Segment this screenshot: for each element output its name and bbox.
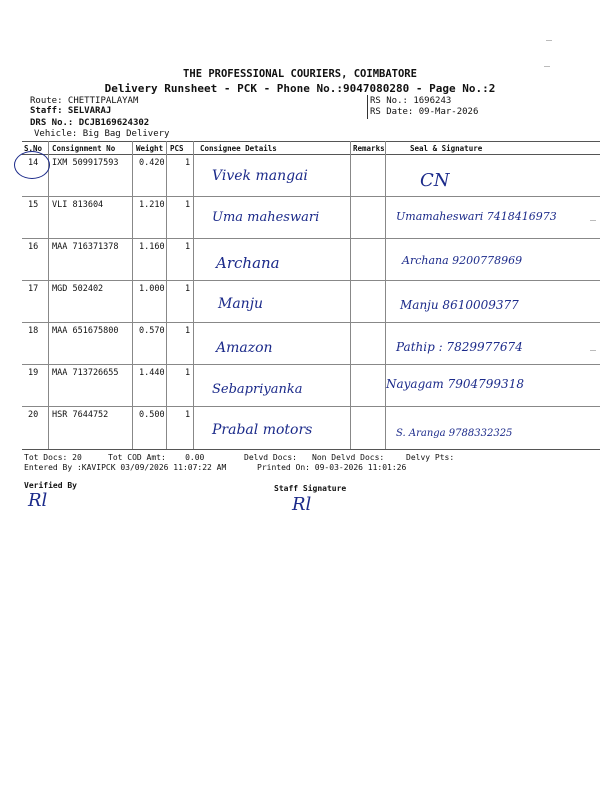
row-consignee: Sebapriyanka bbox=[212, 382, 303, 397]
row-pcs: 1 bbox=[185, 284, 191, 294]
col-pcs: PCS bbox=[170, 144, 184, 153]
row-sno: 15 bbox=[28, 200, 39, 210]
delvd-docs: Delvd Docs: bbox=[244, 453, 297, 462]
row-signature: CN bbox=[420, 170, 450, 191]
row-pcs: 1 bbox=[185, 326, 191, 336]
row-weight: 1.160 bbox=[139, 242, 165, 252]
row-sno: 17 bbox=[28, 284, 39, 294]
entered-by: Entered By :KAVIPCK 03/09/2026 11:07:22 AM bbox=[24, 463, 227, 472]
row-consignment: MGD 502402 bbox=[52, 284, 104, 294]
row-signature: Manju 8610009377 bbox=[400, 298, 519, 312]
drs-label: DRS No.: DCJB169624302 bbox=[30, 118, 150, 128]
row-consignee: Archana bbox=[216, 254, 280, 272]
row-weight: 0.570 bbox=[139, 326, 165, 336]
scan-mark bbox=[590, 350, 596, 351]
row-pcs: 1 bbox=[185, 368, 191, 378]
row-sno: 16 bbox=[28, 242, 39, 252]
staff-signature-label: Staff Signature bbox=[274, 484, 347, 493]
row-consignment: MAA 651675800 bbox=[52, 326, 119, 336]
scan-mark bbox=[546, 40, 552, 41]
col-weight: Weight bbox=[136, 144, 164, 153]
row-consignee: Prabal motors bbox=[212, 422, 313, 438]
printed-on: Printed On: 09-03-2026 11:01:26 bbox=[257, 463, 407, 472]
row-pcs: 1 bbox=[185, 158, 191, 168]
row-weight: 0.420 bbox=[139, 158, 165, 168]
row-weight: 1.440 bbox=[139, 368, 165, 378]
row-weight: 1.000 bbox=[139, 284, 165, 294]
company-title: THE PROFESSIONAL COURIERS, COIMBATORE bbox=[183, 68, 417, 80]
row-consignee: Manju bbox=[218, 296, 264, 312]
row-weight: 0.500 bbox=[139, 410, 165, 420]
scan-mark bbox=[544, 66, 550, 67]
staff-label: Staff: SELVARAJ bbox=[30, 106, 112, 116]
col-consignment: Consignment No bbox=[52, 144, 116, 153]
row-signature: Umamaheswari 7418416973 bbox=[396, 210, 557, 223]
col-remarks: Remarks bbox=[353, 144, 385, 153]
row-signature: S. Aranga 9788332325 bbox=[396, 428, 513, 439]
row-sno: 20 bbox=[28, 410, 39, 420]
scan-mark bbox=[590, 220, 596, 221]
runsheet-subtitle: Delivery Runsheet - PCK - Phone No.:9047080280 - Page No.:2 bbox=[104, 82, 496, 95]
row-signature: Nayagam 7904799318 bbox=[386, 377, 524, 391]
rs-date: RS Date: 09-Mar-2026 bbox=[370, 107, 479, 117]
verified-by-label: Verified By bbox=[24, 481, 77, 490]
row-signature: Archana 9200778969 bbox=[402, 254, 523, 267]
row-weight: 1.210 bbox=[139, 200, 165, 210]
row-consignment: MAA 716371378 bbox=[52, 242, 119, 252]
non-delvd-docs: Non Delvd Docs: bbox=[312, 453, 385, 462]
row-pcs: 1 bbox=[185, 200, 191, 210]
row-consignee: Amazon bbox=[216, 340, 273, 356]
circle-mark-icon bbox=[14, 151, 50, 179]
row-consignment: MAA 713726655 bbox=[52, 368, 119, 378]
vehicle-label: Vehicle: Big Bag Delivery bbox=[34, 129, 170, 139]
row-consignment: HSR 7644752 bbox=[52, 410, 109, 420]
staff-signature: Rl bbox=[292, 494, 312, 515]
col-consignee: Consignee Details bbox=[200, 144, 277, 153]
rs-number: RS No.: 1696243 bbox=[370, 96, 452, 106]
row-sno: 18 bbox=[28, 326, 39, 336]
row-pcs: 1 bbox=[185, 410, 191, 420]
delvy-pts: Delvy Pts: bbox=[406, 453, 455, 462]
row-consignee: Uma maheswari bbox=[212, 210, 320, 225]
tot-docs: Tot Docs: 20 bbox=[24, 453, 82, 462]
row-consignee: Vivek mangai bbox=[212, 168, 308, 184]
row-sno: 14 bbox=[28, 158, 39, 168]
row-consignment: VLI 813604 bbox=[52, 200, 104, 210]
col-seal-signature: Seal & Signature bbox=[410, 144, 483, 153]
tot-cod-amt: Tot COD Amt: 0.00 bbox=[108, 453, 205, 462]
row-sno: 19 bbox=[28, 368, 39, 378]
route-label: Route: CHETTIPALAYAM bbox=[30, 96, 139, 106]
row-consignment: IXM 509917593 bbox=[52, 158, 119, 168]
row-signature: Pathip : 7829977674 bbox=[396, 340, 523, 354]
row-pcs: 1 bbox=[185, 242, 191, 252]
col-sno: S.No bbox=[24, 144, 43, 153]
verified-signature: Rl bbox=[28, 490, 48, 511]
